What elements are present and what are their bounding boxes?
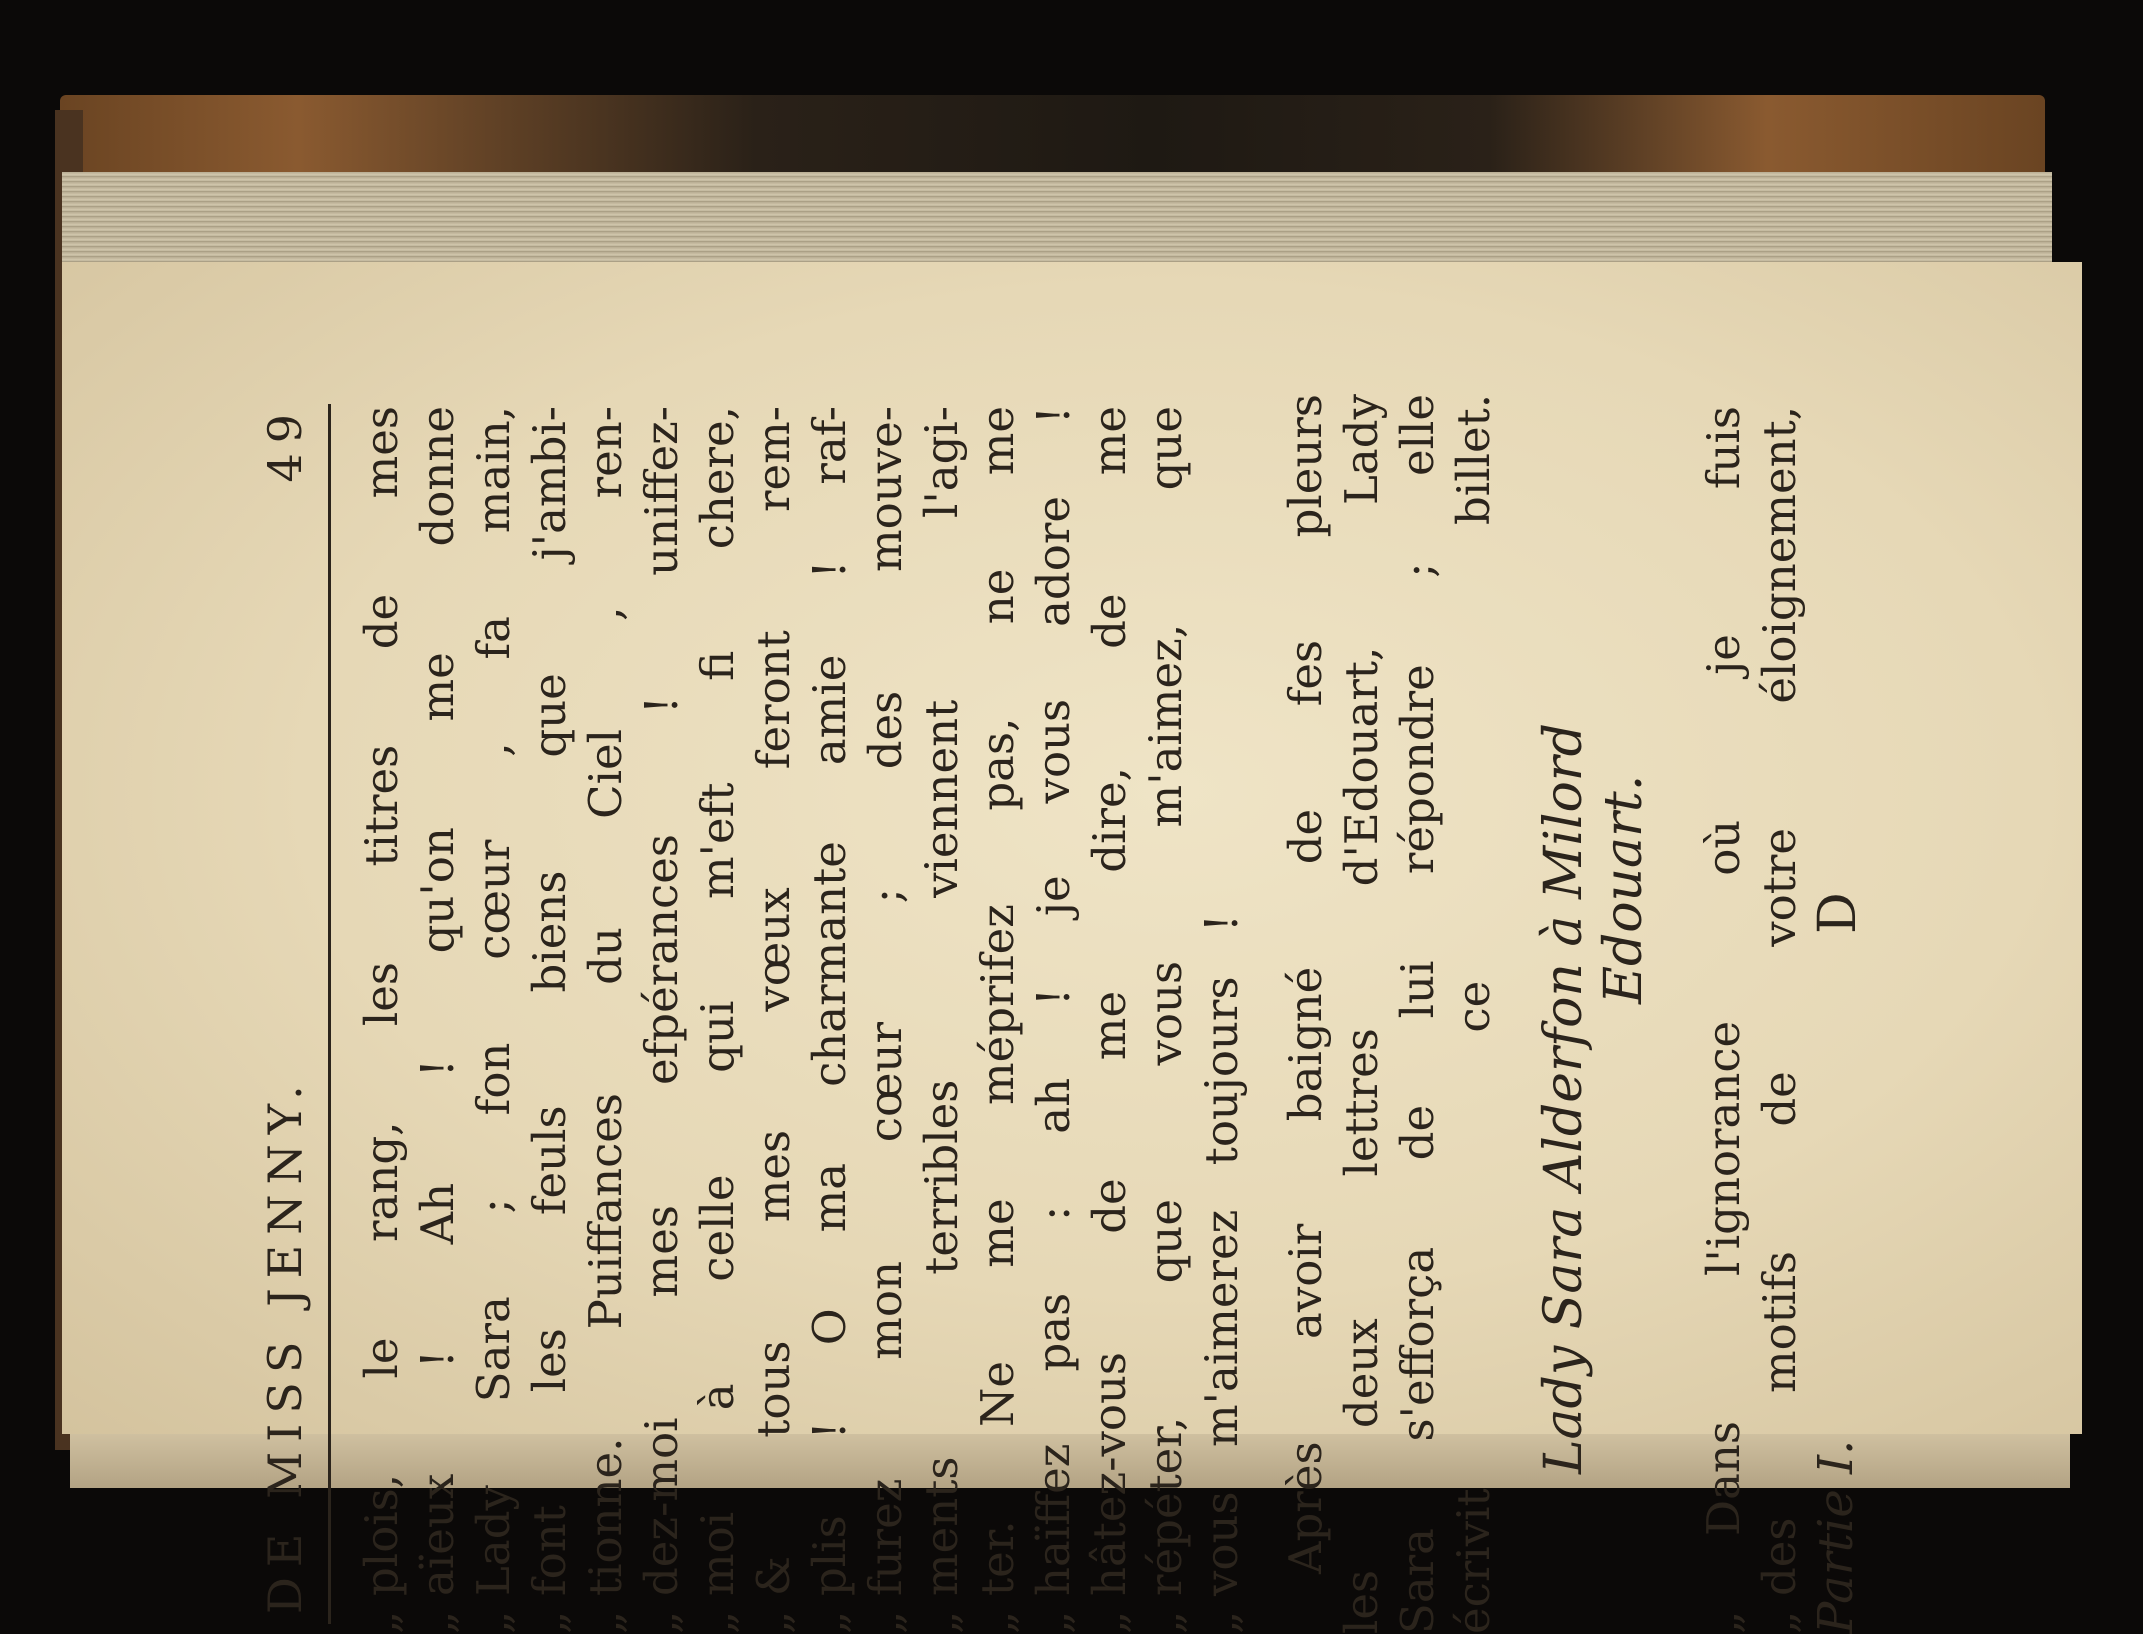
text-line: „plois, le rang, les titres de mes	[355, 406, 408, 1634]
text-line: „aïeux ! Ah ! qu'on me donne	[411, 406, 464, 1634]
text-line: „des motifs de votre éloignement,	[1753, 406, 1806, 1634]
page-number: 49	[258, 404, 312, 483]
text-line: „haïffez pas : ah ! je vous adore !	[1027, 406, 1080, 1634]
text-line: „répéter, que vous m'aimez, que	[1139, 406, 1192, 1634]
text-line: „Lady Sara ; fon cœur , fa main,	[467, 406, 520, 1634]
text-line: „vous m'aimerez toujours !	[1195, 914, 1248, 1634]
text-line: „moi à celle qui m'eft fi chere,	[691, 406, 744, 1634]
narrative-line: Après avoir baigné de fes pleurs	[1279, 394, 1332, 1574]
narrative-line: Sara s'efforça de lui répondre ; elle	[1391, 394, 1444, 1634]
text-line: „furez mon cœur ; des mouve-	[859, 406, 912, 1634]
header-rule	[328, 404, 331, 1624]
text-line: „Dans l'ignorance où je fuis	[1697, 406, 1750, 1634]
text-line: „tionne. Puiffances du Ciel , ren-	[579, 406, 632, 1634]
text-line: „ments terribles viennent l'agi-	[915, 406, 968, 1634]
book-page	[62, 262, 2082, 1634]
page-edges	[62, 172, 2052, 272]
letter-heading-continued: Edouart.	[1594, 774, 1654, 1004]
printed-text-block	[168, 374, 2048, 1634]
part-label: Partie I.	[1808, 1439, 1864, 1634]
text-line: „font les feuls biens que j'ambi-	[523, 406, 576, 1634]
signature-mark: D	[1808, 892, 1868, 934]
narrative-line: les deux lettres d'Edouart, Lady	[1335, 394, 1388, 1634]
text-line: „ter. Ne me méprifez pas, ne me	[971, 406, 1024, 1634]
narrative-line: écrivit ce billet.	[1447, 394, 1500, 1634]
text-line: „& tous mes vœux feront rem-	[747, 406, 800, 1634]
letter-heading: Lady Sara Alderfon à Milord	[1534, 723, 1594, 1474]
text-line: „hâtez-vous de me dire, de me	[1083, 406, 1136, 1634]
running-head	[250, 404, 320, 1614]
running-title: DE MISS JENNY.	[258, 1075, 312, 1614]
text-line: „dez-moi mes efpérances ! uniffez-	[635, 406, 688, 1634]
text-line: „plis ! O ma charmante amie ! raf-	[803, 406, 856, 1634]
